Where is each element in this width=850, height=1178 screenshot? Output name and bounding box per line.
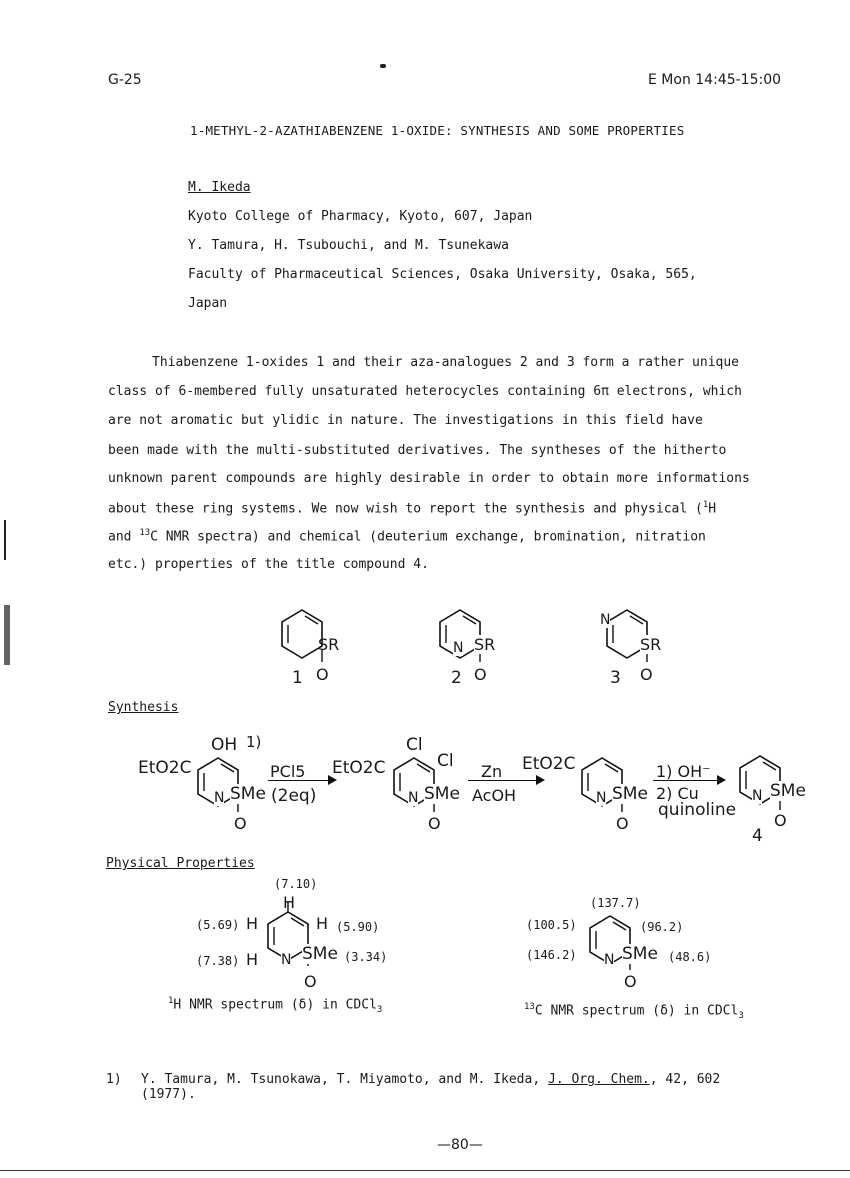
paragraph-line-8: etc.) properties of the title compound 4. [108, 557, 429, 572]
compound-2-oxygen: O [474, 665, 487, 684]
ring-4-n: N [752, 788, 763, 804]
paragraph-line-4: been made with the multi-substituted derivatives. The syntheses of the hitherto [108, 443, 727, 458]
etoc-2: EtO2C [332, 758, 386, 778]
paragraph-line-3: are not aromatic but ylidic in nature. The investigations in this field have [108, 413, 703, 428]
h-shift-left-down: (7.38) [196, 954, 240, 968]
footnote-authors: Y. Tamura, M. Tsunokawa, T. Miyamoto, and M. Ikeda, [141, 1072, 548, 1087]
reagent-quinoline: quinoline [658, 800, 737, 820]
sup-13: 13 [139, 528, 151, 538]
compound-3-oxygen: O [640, 665, 653, 684]
ring-1-oxygen: O [234, 814, 247, 833]
footnote-journal: J. Org. Chem. [548, 1072, 650, 1087]
oh-group: OH [211, 735, 238, 755]
c-nmr-sme: SMe [622, 944, 658, 964]
etoc-1: EtO2C [138, 758, 192, 778]
h-atom-left-up: H [246, 914, 259, 933]
ring-2-sme: SMe [424, 784, 460, 804]
author-presenting: M. Ikeda [188, 180, 251, 195]
ring-2-n: N [408, 790, 419, 806]
affiliation-2-country: Japan [188, 296, 228, 311]
ring-4-oxygen: O [774, 811, 787, 830]
h-nmr-caption [168, 996, 382, 1015]
paragraph-line-7-lead: and [108, 529, 140, 545]
arrow-2-head [536, 775, 545, 785]
compound-3-n: N [600, 612, 611, 628]
compound-3-sr: SR [640, 635, 662, 654]
arrow-3-head [717, 775, 726, 785]
paragraph-line-6 [108, 500, 716, 516]
arrow-1 [268, 780, 330, 781]
paragraph-line-7-text: C NMR spectra) and chemical (deuterium exchange, bromination, nitration [150, 529, 706, 545]
h-shift-left-up: (5.69) [196, 918, 240, 932]
reagent-pcl5: PCl5 [270, 762, 306, 781]
ring-2-oxygen: O [428, 814, 441, 833]
h-nmr-caption-text: H NMR spectrum (δ) in CDCl [173, 997, 377, 1013]
paper-title: 1-METHYL-2-AZATHIABENZENE 1-OXIDE: SYNTHESIS AND SOME PROPERTIES [190, 123, 685, 138]
footnote-marker: 1) [106, 1072, 122, 1087]
reagent-copper: 2) Cu [656, 784, 699, 803]
compound-1-oxygen: O [316, 665, 329, 684]
paragraph-line-6-text: about these ring systems. We now wish to report the synthesis and physical ( [108, 501, 703, 517]
h-atom-top: H [283, 893, 296, 912]
footnote-reference [141, 1072, 720, 1087]
h-nmr-n: N [281, 952, 292, 968]
ring-3-n: N [596, 790, 607, 806]
section-physical-properties: Physical Properties [106, 856, 255, 871]
nucleus-h: H [708, 501, 717, 517]
h-shift-top: (7.10) [274, 877, 318, 891]
ink-speck [380, 64, 386, 68]
arrow-2 [468, 780, 538, 781]
c-nmr-caption [524, 1002, 744, 1021]
ref-1-marker: 1) [246, 733, 262, 751]
sup-1: 1 [702, 500, 709, 510]
reagent-hydroxide: 1) OH⁻ [656, 762, 711, 781]
bottom-rule [0, 1170, 850, 1171]
compound-2-sr: SR [474, 635, 496, 654]
compound-2-structure [436, 608, 516, 702]
c-nmr-caption-text: C NMR spectrum (δ) in CDCl [534, 1003, 739, 1019]
h-atom-left-down: H [246, 950, 259, 969]
reagent-acoh: AcOH [472, 786, 517, 805]
h-nmr-oxygen: O [304, 972, 317, 991]
ring-3-oxygen: O [616, 814, 629, 833]
compound-2-n: N [453, 640, 464, 656]
arrow-3 [653, 780, 719, 781]
h-nmr-sme: SMe [302, 944, 338, 964]
h-nmr-caption-sup: 1 [168, 996, 174, 1006]
affiliation-1: Kyoto College of Pharmacy, Kyoto, 607, Japan [188, 209, 533, 224]
c-shift-left-down: (146.2) [526, 948, 577, 962]
session-time: E Mon 14:45-15:00 [648, 72, 782, 88]
footnote-year: (1977). [141, 1087, 196, 1102]
section-synthesis: Synthesis [108, 700, 179, 715]
h-atom-right-up: H [316, 914, 329, 933]
coauthors: Y. Tamura, H. Tsubouchi, and M. Tsunekawa [188, 238, 509, 253]
paragraph-line-5: unknown parent compounds are highly desirable in order to obtain more informations [108, 471, 750, 486]
cl-group-2: Cl [437, 751, 454, 771]
paragraph-line-7 [108, 528, 706, 544]
session-code: G-25 [108, 72, 142, 88]
footnote-volume: 42 [665, 1072, 682, 1087]
c-shift-top: (137.7) [590, 896, 641, 910]
compound-3-label: 3 [610, 668, 621, 688]
compound-1-sr: SR [318, 635, 340, 654]
ring-1-n: N [214, 790, 225, 806]
c-shift-right-up: (96.2) [640, 920, 684, 934]
page-number: —80— [437, 1137, 483, 1153]
c-nmr-caption-sub: 3 [738, 1010, 744, 1021]
c-shift-sme: (48.6) [668, 950, 712, 964]
paragraph-line-1: Thiabenzene 1-oxides 1 and their aza-analogues 2 and 3 form a rather unique [152, 355, 739, 370]
compound-1-structure [278, 608, 358, 702]
footnote-separator: , [649, 1072, 666, 1087]
c-nmr-n: N [604, 952, 615, 968]
h-shift-sme: (3.34) [344, 950, 388, 964]
c-shift-left-up: (100.5) [526, 918, 577, 932]
h-shift-right-up: (5.90) [336, 920, 380, 934]
c-nmr-caption-sup: 13 [524, 1002, 535, 1012]
h-nmr-caption-sub: 3 [376, 1004, 383, 1015]
reagent-zn: Zn [481, 762, 503, 781]
reagent-pcl5-eq: (2eq) [271, 786, 317, 806]
compound-1-label: 1 [292, 668, 303, 688]
etoc-3: EtO2C [522, 754, 576, 774]
scan-artifact-mark [4, 605, 10, 665]
ring-3-sme: SMe [612, 784, 648, 804]
cl-group-1: Cl [406, 735, 423, 755]
compound-2-label: 2 [451, 668, 462, 688]
ring-4-sme: SMe [770, 781, 806, 801]
affiliation-2: Faculty of Pharmaceutical Sciences, Osaka University, Osaka, 565, [188, 267, 697, 282]
c-nmr-oxygen: O [624, 972, 637, 991]
ring-1-sme: SMe [230, 784, 266, 804]
compound-4-label: 4 [752, 826, 763, 846]
scan-artifact-mark [4, 520, 6, 560]
footnote-page: , 602 [681, 1072, 721, 1087]
paragraph-line-2: class of 6-membered fully unsaturated heterocycles containing 6π electrons, which [108, 384, 742, 399]
